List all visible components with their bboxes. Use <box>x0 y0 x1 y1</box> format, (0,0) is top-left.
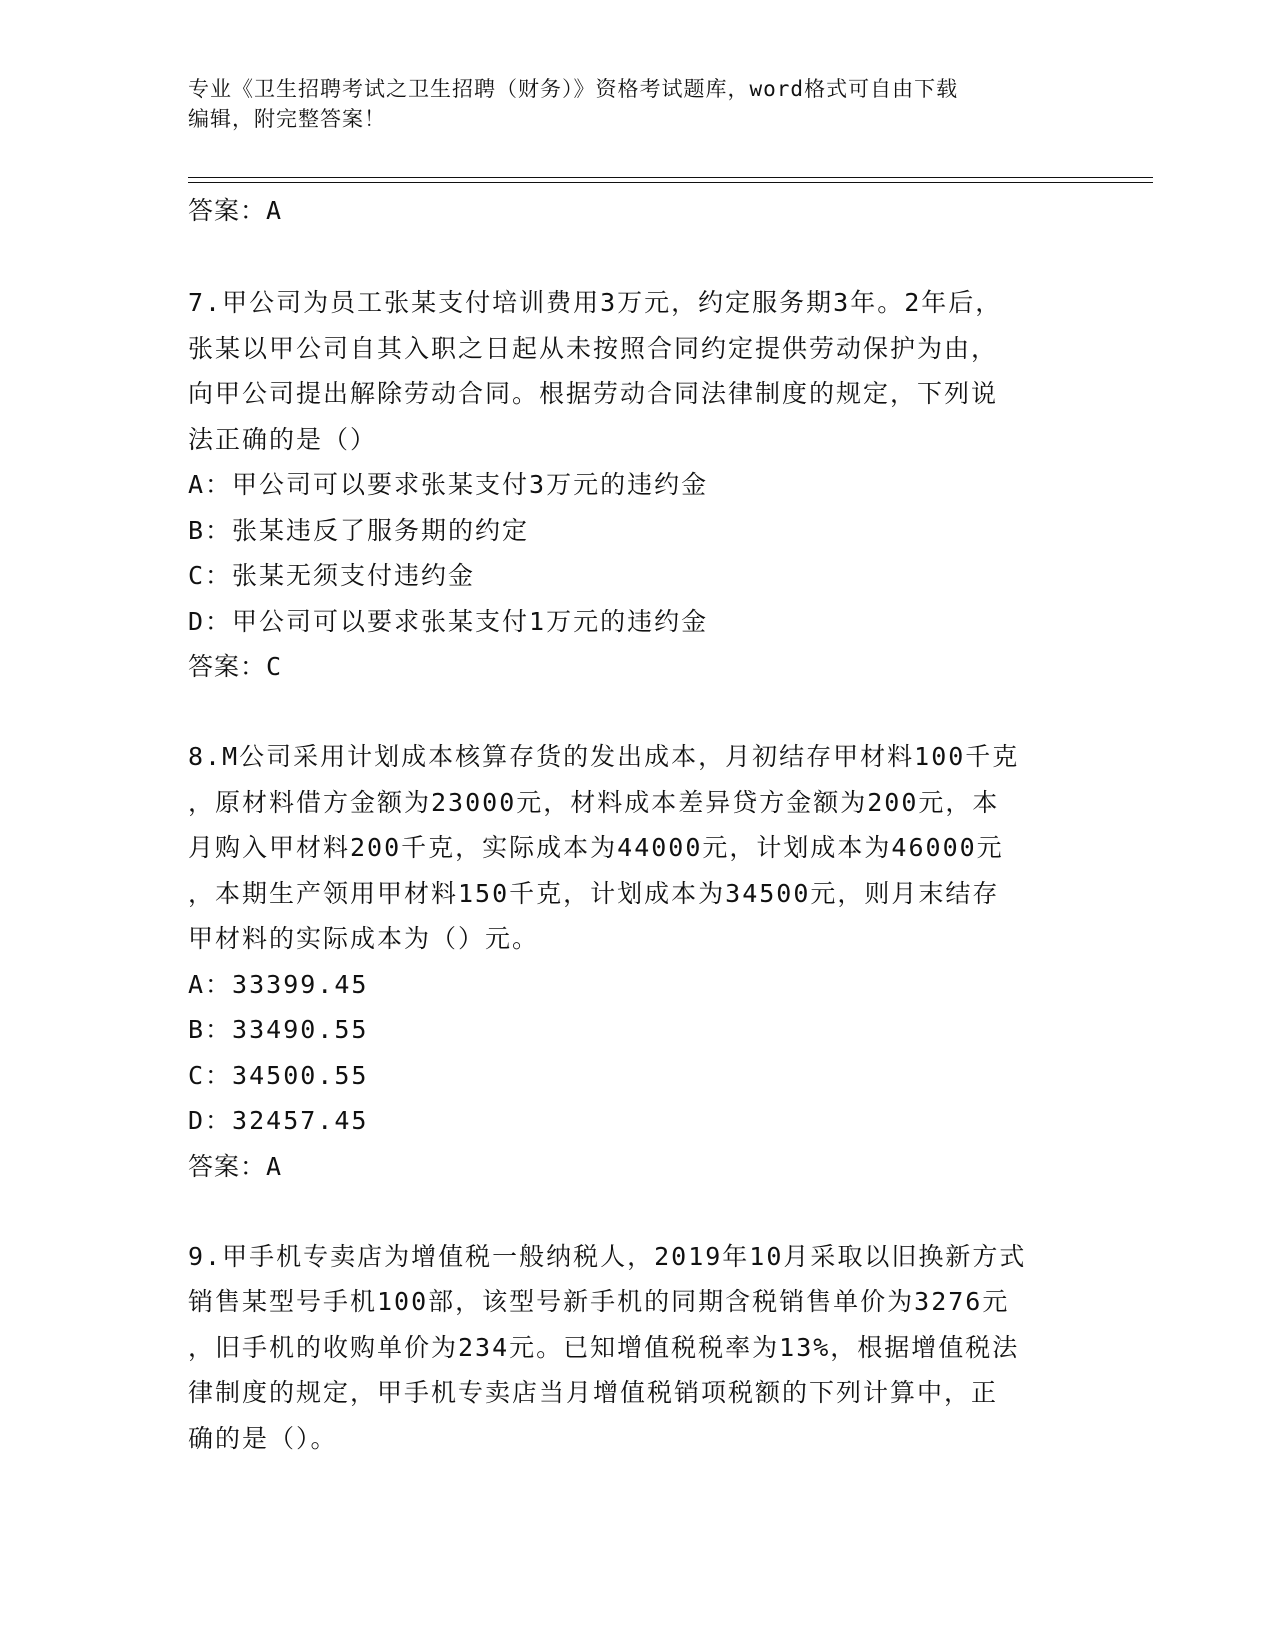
option-d: D：32457.45 <box>188 1106 369 1135</box>
option-c: C：张某无须支付违约金 <box>188 561 476 590</box>
option-a: A：33399.45 <box>188 969 369 999</box>
question-8 <box>188 734 1088 1190</box>
option-b: B：张某违反了服务期的约定 <box>188 515 530 545</box>
question-line: 9.甲手机专卖店为增值税一般纳税人，2019年10月采取以旧换新方式 <box>188 1241 1027 1271</box>
question-7 <box>188 280 1088 690</box>
header-line-2: 编辑，附完整答案！ <box>188 107 386 131</box>
header-divider-bottom <box>188 182 1153 183</box>
question-line: 张某以甲公司自其入职之日起从未按照合同约定提供劳动保护为由， <box>188 333 999 363</box>
option-b: B：33490.55 <box>188 1015 369 1044</box>
question-line: 8.M公司采用计划成本核算存货的发出成本，月初结存甲材料100千克 <box>188 742 1020 771</box>
document-body <box>188 188 1088 1461</box>
option-a: A：甲公司可以要求张某支付3万元的违约金 <box>188 470 709 499</box>
answer: 答案：A <box>188 1151 283 1181</box>
header-divider-top <box>188 177 1153 178</box>
previous-answer: 答案：A <box>188 196 283 225</box>
option-d: D：甲公司可以要求张某支付1万元的违约金 <box>188 606 709 636</box>
question-9 <box>188 1234 1088 1462</box>
document-header <box>188 74 1088 134</box>
question-line: 月购入甲材料200千克，实际成本为44000元，计划成本为46000元 <box>188 833 1004 862</box>
option-c: C：34500.55 <box>188 1060 369 1090</box>
header-line-1: 专业《卫生招聘考试之卫生招聘（财务）》资格考试题库，word格式可自由下载 <box>188 77 959 101</box>
answer: 答案：C <box>188 652 283 681</box>
question-line: ，本期生产领用甲材料150千克，计划成本为34500元，则月末结存 <box>188 878 1000 908</box>
question-line: 律制度的规定，甲手机专卖店当月增值税销项税额的下列计算中，正 <box>188 1378 999 1407</box>
question-line: ，旧手机的收购单价为234元。已知增值税税率为13%，根据增值税法 <box>188 1332 1020 1362</box>
question-line: 法正确的是（） <box>188 424 378 454</box>
question-line: ，原材料借方金额为23000元，材料成本差异贷方金额为200元，本 <box>188 787 1000 817</box>
question-line: 7.甲公司为员工张某支付培训费用3万元，约定服务期3年。2年后， <box>188 288 1003 317</box>
question-line: 确的是（）。 <box>188 1423 338 1453</box>
question-line: 甲材料的实际成本为（）元。 <box>188 924 540 953</box>
spacer <box>188 1190 1088 1234</box>
spacer <box>188 690 1088 734</box>
question-line: 向甲公司提出解除劳动合同。根据劳动合同法律制度的规定，下列说 <box>188 379 999 408</box>
question-line: 销售某型号手机100部，该型号新手机的同期含税销售单价为3276元 <box>188 1287 1010 1316</box>
